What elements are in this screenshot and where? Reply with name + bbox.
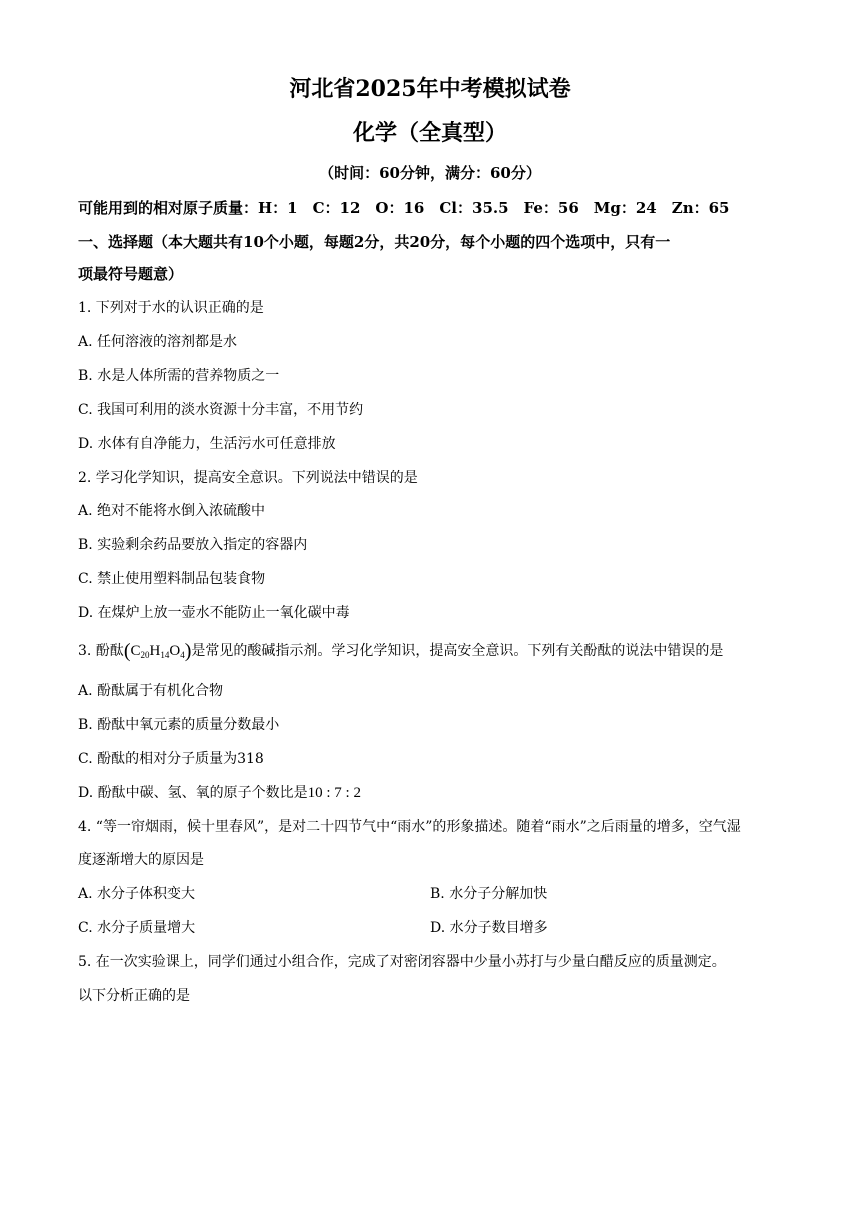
q3-option-a: A. 酚酞属于有机化合物 xyxy=(78,683,224,699)
q3-option-b: B. 酚酞中氧元素的质量分数最小 xyxy=(78,717,280,733)
q1-option-b: B. 水是人体所需的营养物质之一 xyxy=(78,368,280,384)
exam-time-info: （时间：60分钟，满分：60分） xyxy=(319,164,541,182)
q1-stem: 1. 下列对于水的认识正确的是 xyxy=(78,300,264,316)
q4-stem-line2: 度逐渐增大的原因是 xyxy=(78,852,204,868)
atom-ratio: 10 : 7 : 2 xyxy=(307,785,361,801)
q3-stem-prefix: 3. 酚酞 xyxy=(78,643,124,659)
q3-option-d: D. 酚酞中碳、氢、氧的原子个数比是10 : 7 : 2 xyxy=(78,785,361,801)
q4-stem-line1: 4. “等一帘烟雨，候十里春风”，是对二十四节气中“雨水”的形象描述。随着“雨水”之后雨量的增多，空气湿 xyxy=(78,819,741,835)
q1-option-c: C. 我国可利用的淡水资源十分丰富，不用节约 xyxy=(78,402,364,418)
section-heading-line1: 一、选择题（本大题共有10个小题，每题2分，共20分，每个小题的四个选项中，只有一 xyxy=(78,233,671,251)
phenolphthalein-formula: $(C_{20}H_{14}O_4)$ xyxy=(123,640,192,662)
q5-stem-line2: 以下分析正确的是 xyxy=(78,988,190,1004)
q3-stem-suffix: 是常见的酸碱指示剂。学习化学知识，提高安全意识。下列有关酚酞的说法中错误的是 xyxy=(191,643,724,659)
q2-option-a: A. 绝对不能将水倒入浓硫酸中 xyxy=(78,503,266,519)
q2-option-b: B. 实验剩余药品要放入指定的容器内 xyxy=(78,537,308,553)
q1-option-a: A. 任何溶液的溶剂都是水 xyxy=(78,334,238,350)
q4-option-d: D. 水分子数目增多 xyxy=(430,920,548,936)
q2-option-c: C. 禁止使用塑料制品包装食物 xyxy=(78,571,266,587)
exam-subtitle: 化学（全真型） xyxy=(352,120,507,146)
q3-option-c: C. 酚酞的相对分子质量为318 xyxy=(78,751,264,767)
q4-option-b: B. 水分子分解加快 xyxy=(430,886,548,902)
q3-stem xyxy=(78,641,723,665)
q5-stem-line1: 5. 在一次实验课上，同学们通过小组合作，完成了对密闭容器中少量小苏打与少量白醋反应的质量测定。 xyxy=(78,954,726,970)
q4-option-c: C. 水分子质量增大 xyxy=(78,920,196,936)
q4-option-a: A. 水分子体积变大 xyxy=(78,886,196,902)
q2-option-d: D. 在煤炉上放一壶水不能防止一氧化碳中毒 xyxy=(78,605,350,621)
section-heading-line2: 项最符号题意） xyxy=(78,265,184,283)
exam-title: 河北省2025年中考模拟试卷 xyxy=(289,76,571,102)
atomic-mass-line: 可能用到的相对原子质量：H：1 C：12 O：16 Cl：35.5 Fe：56 Mg：24 Zn：65 xyxy=(78,199,730,217)
q2-stem: 2. 学习化学知识，提高安全意识。下列说法中错误的是 xyxy=(78,470,418,486)
q1-option-d: D. 水体有自净能力，生活污水可任意排放 xyxy=(78,436,336,452)
